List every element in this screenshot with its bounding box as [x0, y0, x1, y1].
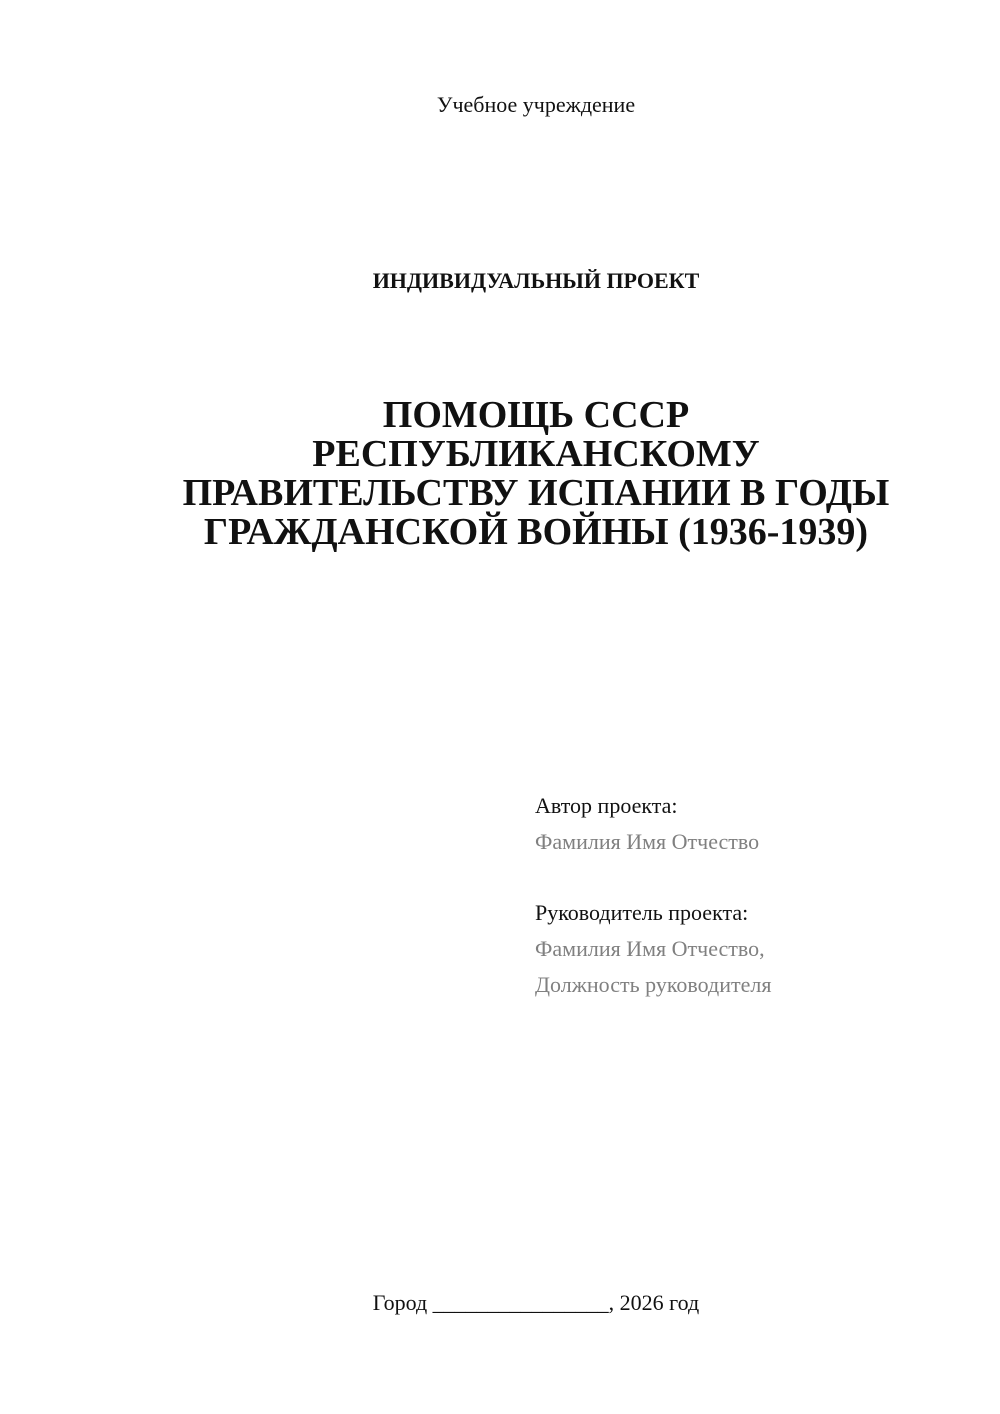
- project-title-line: РЕСПУБЛИКАНСКОМУ: [312, 433, 760, 475]
- project-title-line: ПОМОЩЬ СССР: [382, 394, 690, 436]
- spacer: [535, 860, 975, 895]
- project-title: [100, 396, 972, 552]
- project-title-line: ГРАЖДАНСКОЙ ВОЙНЫ (1936-1939): [203, 511, 869, 553]
- author-label: Автор проекта:: [535, 793, 678, 818]
- supervisor-position-placeholder: Должность руководителя: [535, 972, 772, 997]
- document-type: ИНДИВИДУАЛЬНЫЙ ПРОЕКТ: [372, 268, 700, 293]
- authors-block: [535, 788, 975, 1003]
- supervisor-name-placeholder: Фамилия Имя Отчество,: [535, 936, 765, 961]
- institution-name: Учебное учреждение: [436, 92, 636, 117]
- project-title-line: ПРАВИТЕЛЬСТВУ ИСПАНИИ В ГОДЫ: [182, 472, 890, 514]
- city-year-line: Город ________________, 2026 год: [372, 1290, 700, 1315]
- author-name-placeholder: Фамилия Имя Отчество: [535, 829, 760, 854]
- supervisor-label: Руководитель проекта:: [535, 900, 749, 925]
